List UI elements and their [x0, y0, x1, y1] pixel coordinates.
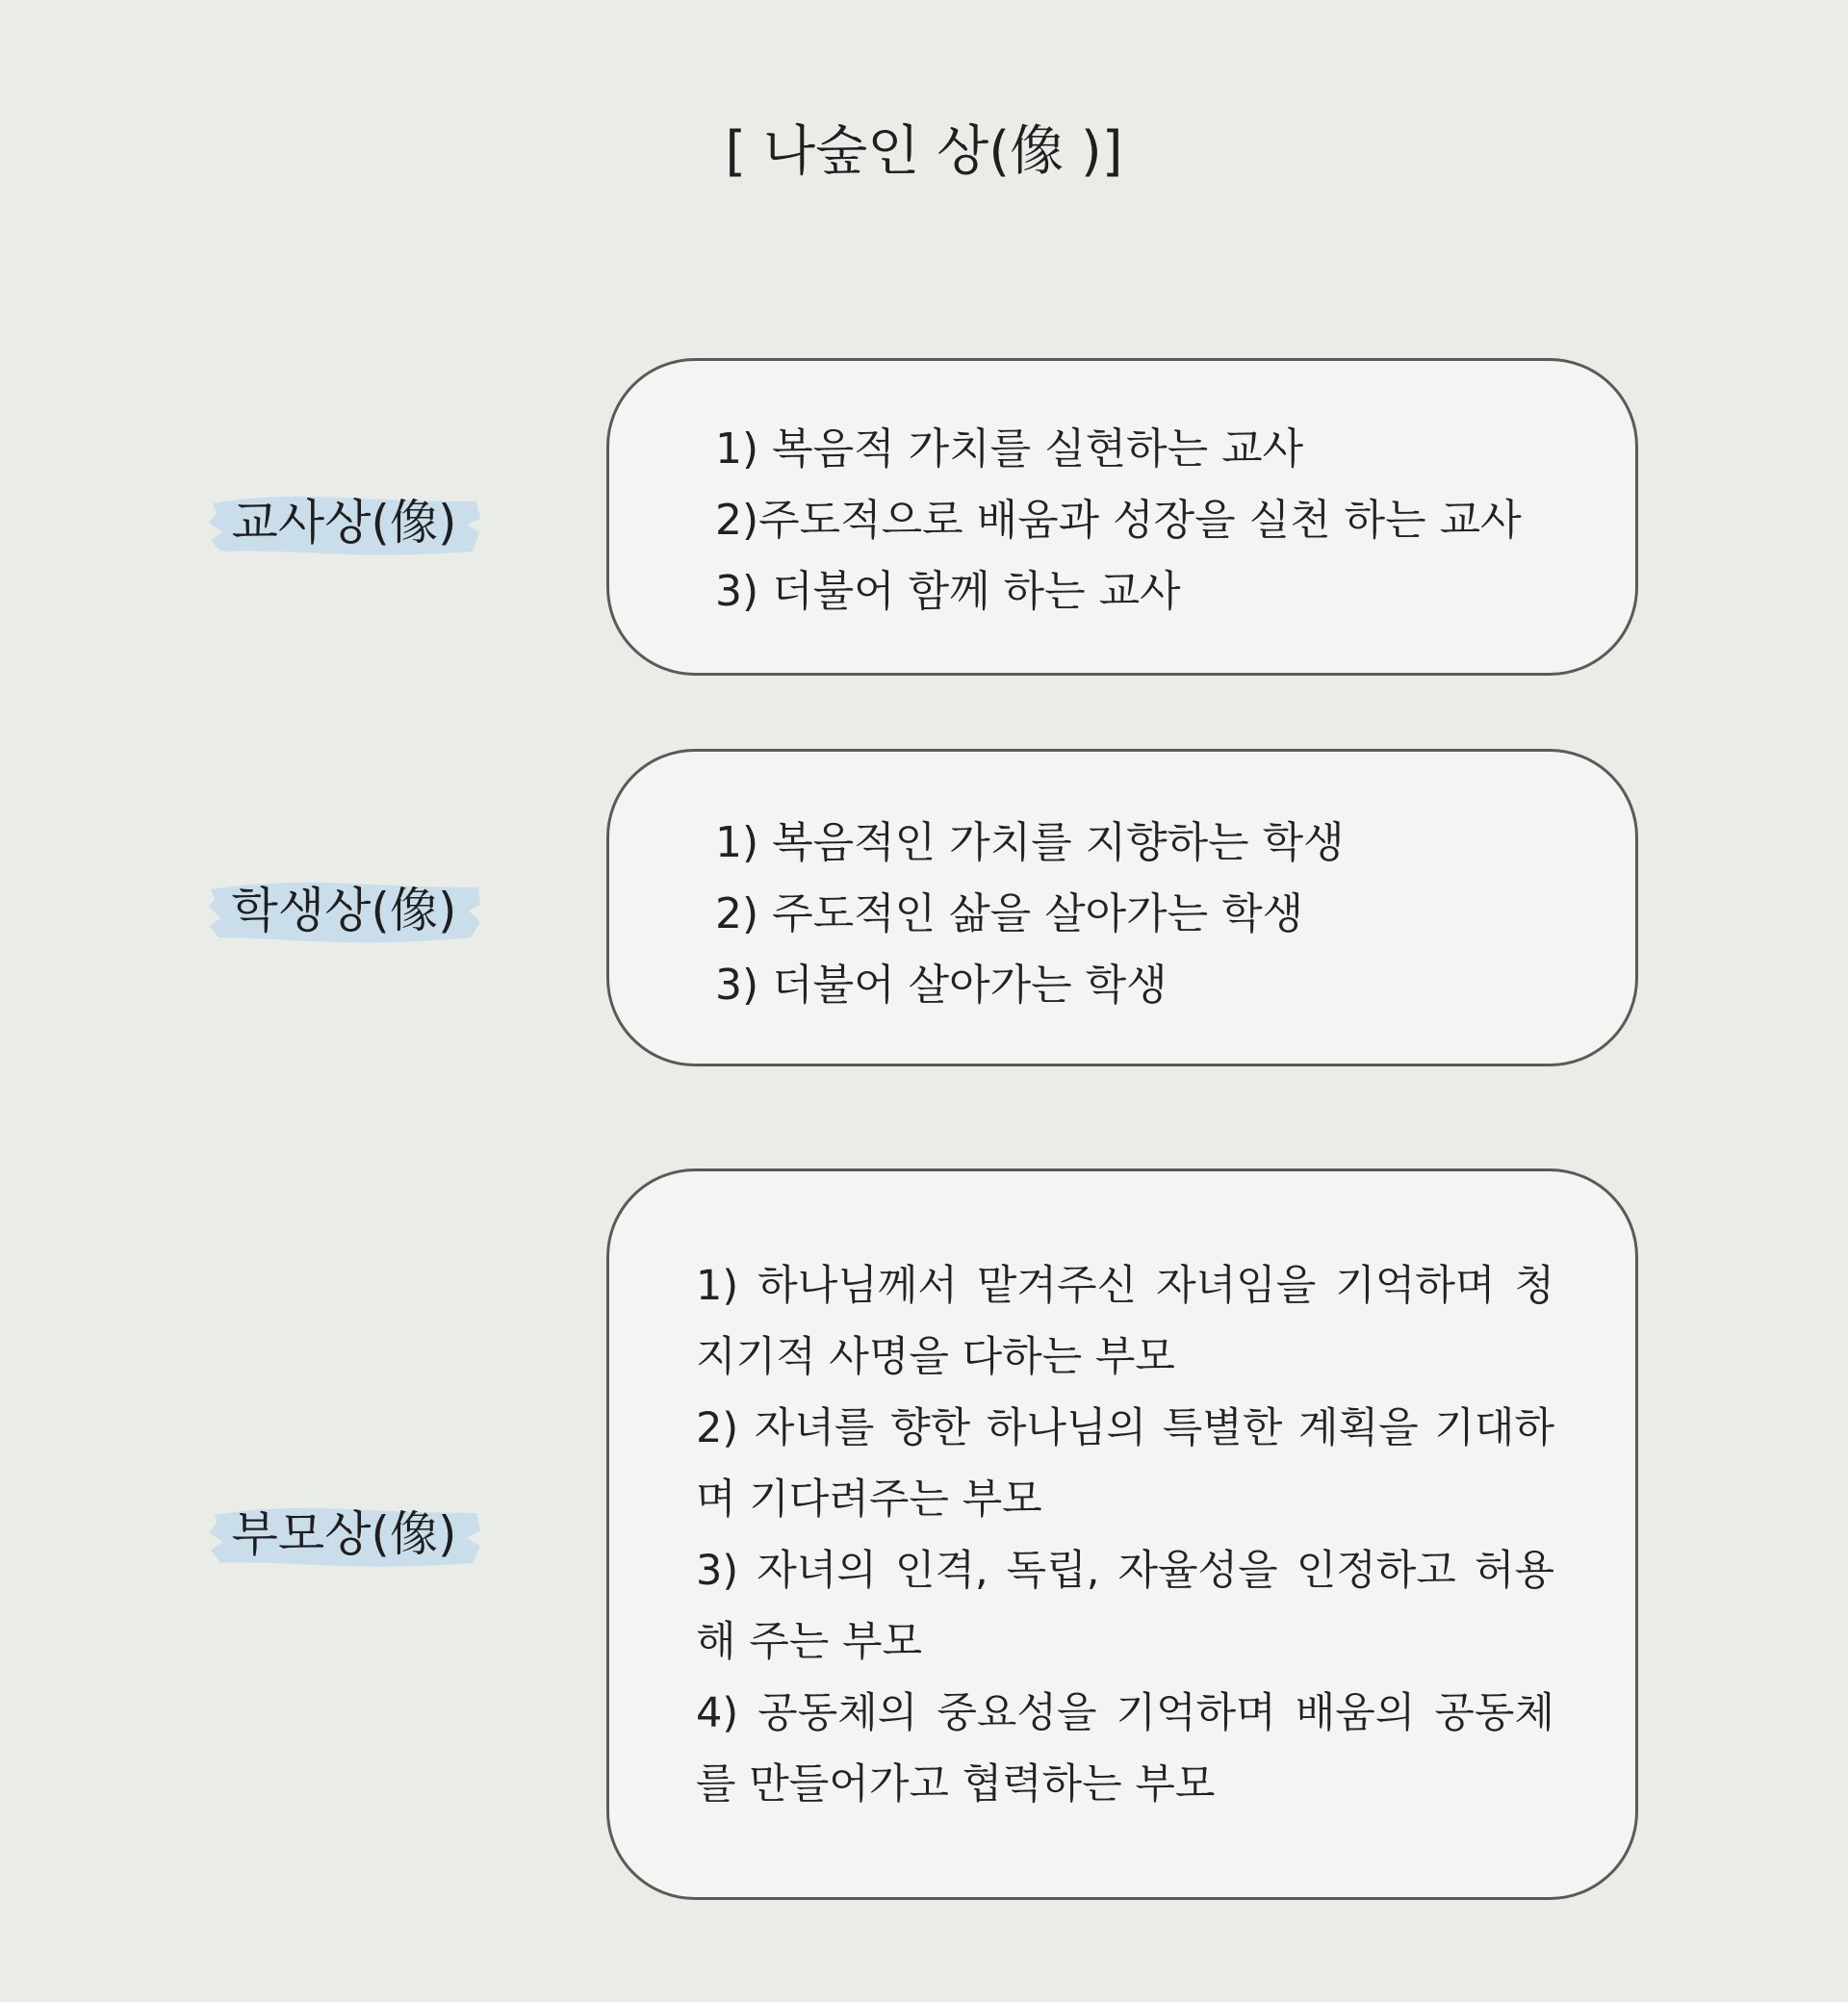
section-label-parent: 부모상(像) — [207, 1498, 481, 1571]
page-title: [ 나숲인 상(像 )] — [725, 120, 1123, 183]
card-teacher — [606, 358, 1638, 676]
list-item: 1) 복음적 가치를 실현하는 교사 — [715, 424, 1304, 474]
section-label-teacher: 교사상(像) — [207, 486, 481, 559]
section-label-student: 학생상(像) — [207, 874, 481, 947]
list-item: 3) 더불어 살아가는 학생 — [715, 961, 1168, 1010]
list-item: 4) 공동체의 중요성을 기억하며 배움의 공동체를 만들어가고 협력하는 부모 — [696, 1689, 1554, 1809]
card-parent — [606, 1168, 1638, 1900]
list-item: 1) 복음적인 가치를 지향하는 학생 — [715, 818, 1345, 867]
list-item: 2) 주도적인 삶을 살아가는 학생 — [715, 889, 1304, 938]
parent-list — [696, 1250, 1554, 1820]
student-list — [715, 808, 1345, 1021]
list-item: 2)주도적으로 배움과 성장을 실천 하는 교사 — [715, 496, 1522, 545]
list-item: 3) 자녀의 인격, 독립, 자율성을 인정하고 허용해 주는 부모 — [696, 1547, 1554, 1666]
teacher-list — [715, 414, 1522, 628]
list-item: 2) 자녀를 향한 하나님의 특별한 계획을 기대하며 기다려주는 부모 — [696, 1404, 1554, 1524]
list-item: 1) 하나님께서 맡겨주신 자녀임을 기억하며 청지기적 사명을 다하는 부모 — [696, 1262, 1554, 1381]
list-item: 3) 더불어 함께 하는 교사 — [715, 567, 1181, 616]
card-student — [606, 749, 1638, 1066]
